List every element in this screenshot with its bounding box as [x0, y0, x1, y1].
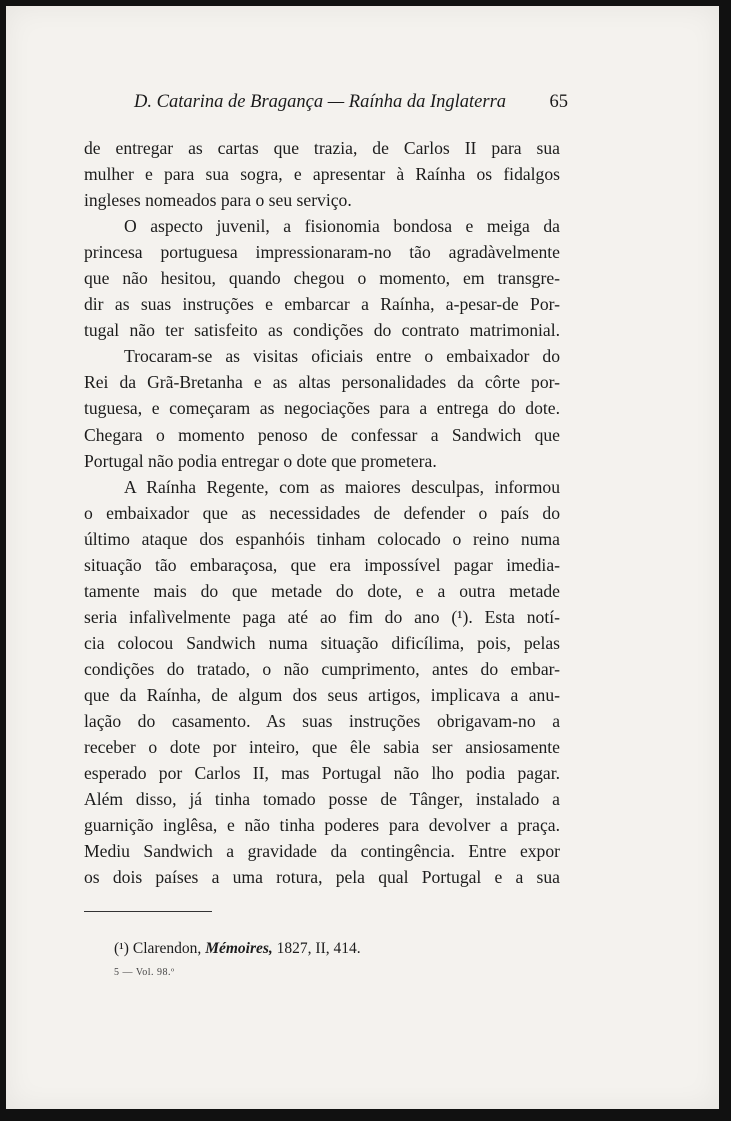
- text-line: mulher e para sua sogra, e apresentar à Raínha os fidalgos: [84, 164, 560, 185]
- text-line: guarnição inglêsa, e não tinha poderes para devolver a praça.: [84, 815, 560, 836]
- page-number: 65: [549, 92, 568, 112]
- running-title: D. Catarina de Bragança — Raínha da Inglaterra: [134, 92, 507, 112]
- text-line: A Raínha Regente, com as maiores desculpas, informou: [124, 476, 560, 497]
- book-page: [6, 6, 719, 1109]
- body-text: [84, 135, 560, 890]
- text-line: condições do tratado, o não cumprimento, antes do embar-: [84, 658, 560, 679]
- text-line: que da Raínha, de algum dos seus artigos, implicava a anu-: [84, 684, 560, 705]
- text-line: ingleses nomeados para o seu serviço.: [84, 190, 352, 211]
- text-line: seria infalìvelmente paga até ao fim do ano (¹). Esta notí-: [84, 606, 560, 627]
- text-line: Chegara o momento penoso de confessar a Sandwich que: [84, 424, 560, 445]
- text-line: princesa portuguesa impressionaram-no tão agradàvelmente: [84, 242, 560, 263]
- text-line: O aspecto juvenil, a fisionomia bondosa e meiga da: [124, 216, 560, 237]
- text-line: receber o dote por inteiro, que êle sabia ser ansiosamente: [84, 737, 560, 758]
- text-line: Além disso, já tinha tomado posse de Tânger, instalado a: [84, 789, 560, 810]
- text-line: Trocaram-se as visitas oficiais entre o embaixador do: [124, 346, 560, 367]
- printer-signature: 5 — Vol. 98.º: [114, 967, 175, 978]
- text-line: tamente mais do que metade do dote, e a outra metade: [84, 580, 560, 601]
- text-line: Rei da Grã-Bretanha e as altas personalidades da côrte por-: [84, 372, 560, 393]
- running-header: [134, 92, 568, 118]
- text-line: último ataque dos espanhóis tinham colocado o reino numa: [84, 528, 560, 549]
- text-line: tuguesa, e começaram as negociações para a entrega do dote.: [84, 398, 560, 419]
- footnote-work: Mémoires,: [205, 940, 273, 957]
- text-line: dir as suas instruções e embarcar a Raínha, a-pesar-de Por-: [84, 294, 560, 315]
- text-line: Portugal não podia entregar o dote que prometera.: [84, 450, 437, 471]
- footnote-author: Clarendon,: [132, 940, 202, 957]
- text-line: tugal não ter satisfeito as condições do contrato matrimonial.: [84, 320, 560, 341]
- footnote: [114, 940, 361, 958]
- text-line: que não hesitou, quando chegou o momento, em transgre-: [84, 268, 560, 289]
- footnote-marker: (¹): [114, 940, 129, 957]
- footnote-details: 1827, II, 414.: [276, 940, 361, 957]
- text-line: os dois países a uma rotura, pela qual Portugal e a sua: [84, 867, 560, 888]
- text-line: lação do casamento. As suas instruções obrigavam-no a: [84, 711, 560, 732]
- text-line: Mediu Sandwich a gravidade da contingência. Entre expor: [84, 841, 560, 862]
- text-line: o embaixador que as necessidades de defender o país do: [84, 502, 560, 523]
- text-line: cia colocou Sandwich numa situação dificílima, pois, pelas: [84, 632, 560, 653]
- footnote-divider: [84, 911, 212, 912]
- text-line: situação tão embaraçosa, que era impossível pagar imedia-: [84, 554, 560, 575]
- text-line: de entregar as cartas que trazia, de Carlos II para sua: [84, 138, 560, 158]
- text-line: esperado por Carlos II, mas Portugal não lho podia pagar.: [84, 763, 560, 784]
